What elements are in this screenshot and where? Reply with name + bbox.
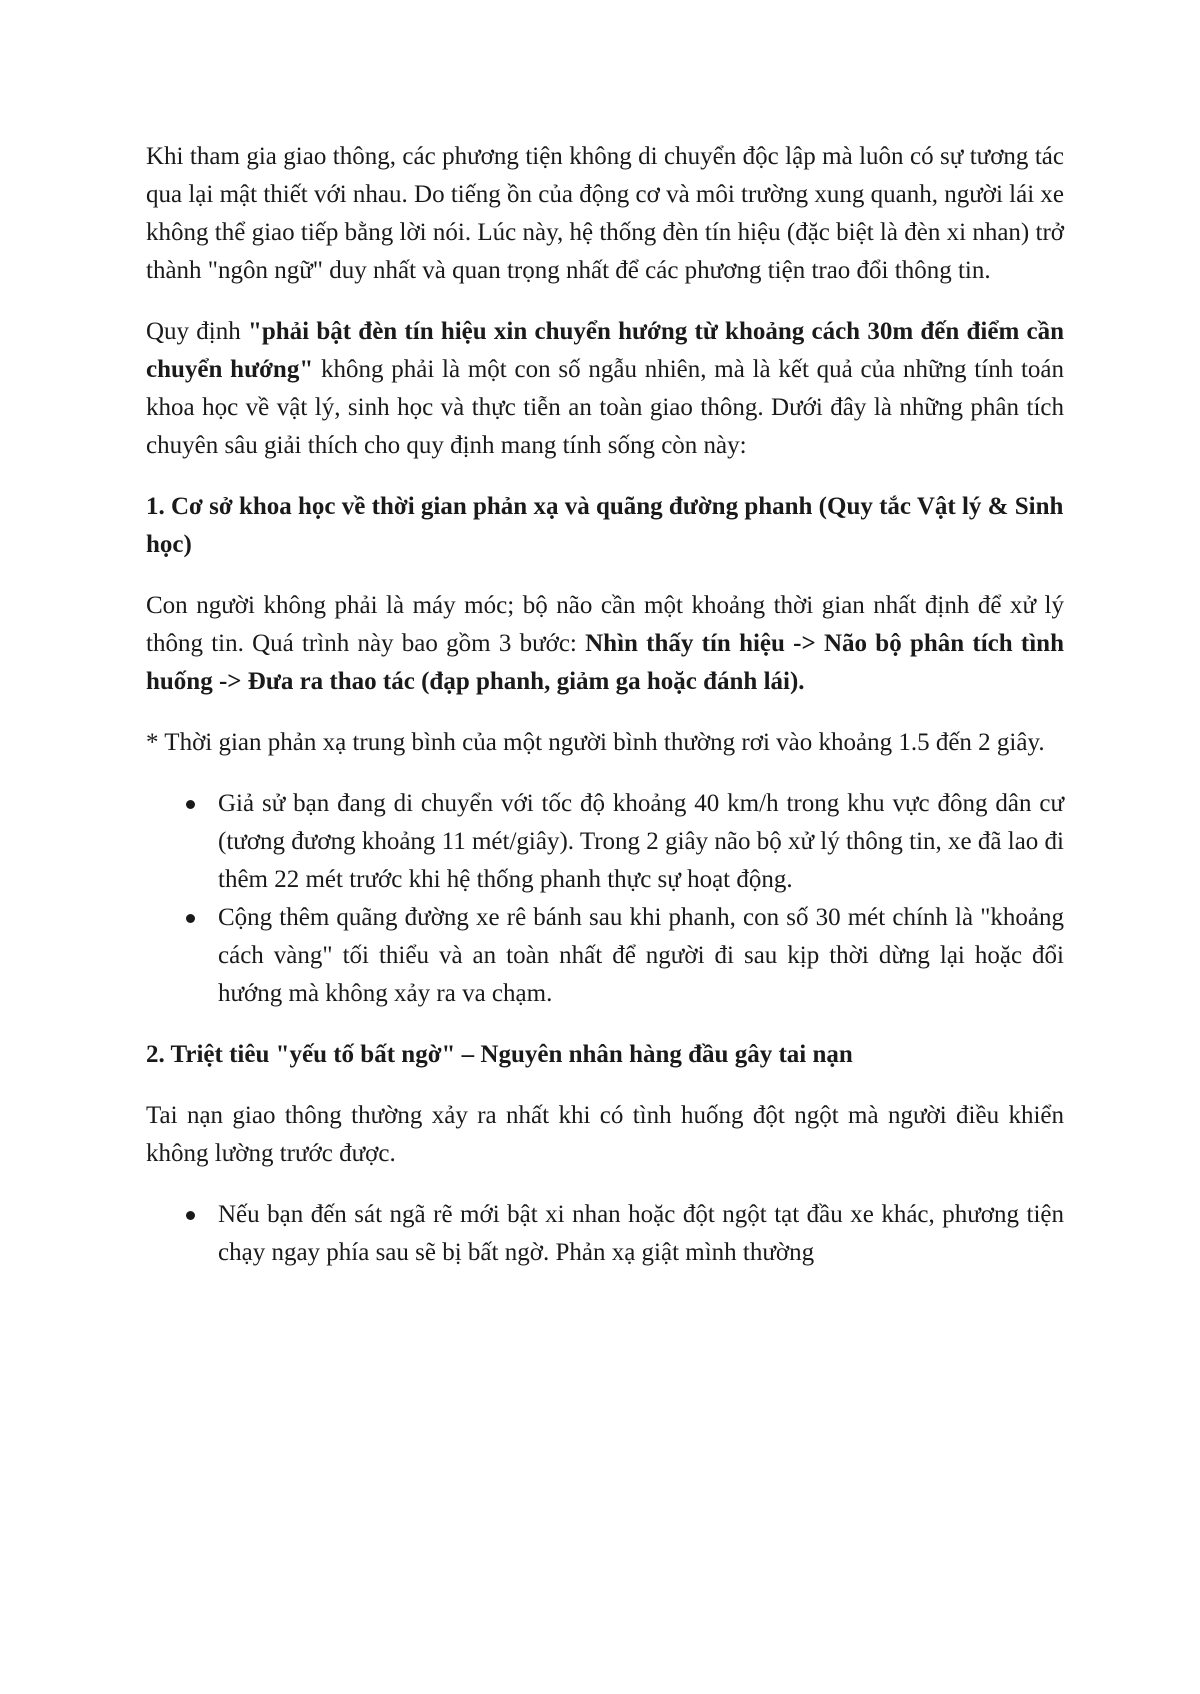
bullet-icon (186, 800, 195, 809)
bullet-icon (186, 914, 195, 923)
section-2-paragraph: Tai nạn giao thông thường xảy ra nhất khi có tình huống đột ngột mà người điều khiển không lường trước được. (146, 1102, 1064, 1167)
section-1-heading: 1. Cơ sở khoa học về thời gian phản xạ và quãng đường phanh (Quy tắc Vật lý & Sinh học) (146, 493, 1064, 558)
rule-paragraph (146, 313, 1064, 465)
intro-paragraph: Khi tham gia giao thông, các phương tiện không di chuyển độc lập mà luôn có sự tương tác qua lại mật thiết với nhau. Do tiếng ồn của động cơ và môi trường xung quanh, người lái xe không thể giao tiếp bằng lời nói. Lúc này, hệ thống đèn tín hiệu (đặc biệt là đèn xi nhan) trở thành "ngôn ngữ" duy nhất và quan trọng nhất để các phương tiện trao đổi thông tin. (146, 143, 1064, 284)
section-1-paragraph-lead: Con người không phải là máy móc; bộ não cần một khoảng thời gian nhất định để xử lý thông tin. Quá trình này bao gồm 3 bước: (146, 592, 1064, 657)
rule-paragraph-lead: Quy định (146, 318, 248, 345)
list-item-text: Giả sử bạn đang di chuyển với tốc độ khoảng 40 km/h trong khu vực đông dân cư (tương đương khoảng 11 mét/giây). Trong 2 giây não bộ xử lý thông tin, xe đã lao đi thêm 22 mét trước khi hệ thống phanh thực sự hoạt động. (218, 790, 1064, 893)
rule-quote: "phải bật đèn tín hiệu xin chuyển hướng từ khoảng cách 30m đến điểm cần chuyển hướng" (146, 318, 1064, 383)
list-item-text: Nếu bạn đến sát ngã rẽ mới bật xi nhan hoặc đột ngột tạt đầu xe khác, phương tiện chạy ngay phía sau sẽ bị bất ngờ. Phản xạ giật mình thường (218, 1201, 1064, 1266)
list-item (146, 899, 1064, 1013)
bullet-icon (186, 1211, 195, 1220)
list-item (146, 785, 1064, 899)
reaction-steps: Nhìn thấy tín hiệu -> Não bộ phân tích tình huống -> Đưa ra thao tác (đạp phanh, giảm ga hoặc đánh lái). (146, 630, 1064, 695)
list-item-text: Cộng thêm quãng đường xe rê bánh sau khi phanh, con số 30 mét chính là "khoảng cách vàng" tối thiểu và an toàn nhất để người đi sau kịp thời dừng lại hoặc đổi hướng mà không xảy ra va chạm. (218, 904, 1064, 1007)
document-page (146, 138, 1064, 1295)
section-1-bullet-list (146, 785, 1064, 1013)
section-2-heading: 2. Triệt tiêu "yếu tố bất ngờ" – Nguyên nhân hàng đầu gây tai nạn (146, 1041, 853, 1068)
rule-paragraph-tail: không phải là một con số ngẫu nhiên, mà là kết quả của những tính toán khoa học về vật lý, sinh học và thực tiễn an toàn giao thông. Dưới đây là những phân tích chuyên sâu giải thích cho quy định mang tính sống còn này: (146, 356, 1064, 459)
list-item (146, 1196, 1064, 1272)
reaction-time-note: * Thời gian phản xạ trung bình của một người bình thường rơi vào khoảng 1.5 đến 2 giây. (146, 729, 1045, 756)
section-1-paragraph (146, 587, 1064, 701)
section-2-bullet-list (146, 1196, 1064, 1272)
